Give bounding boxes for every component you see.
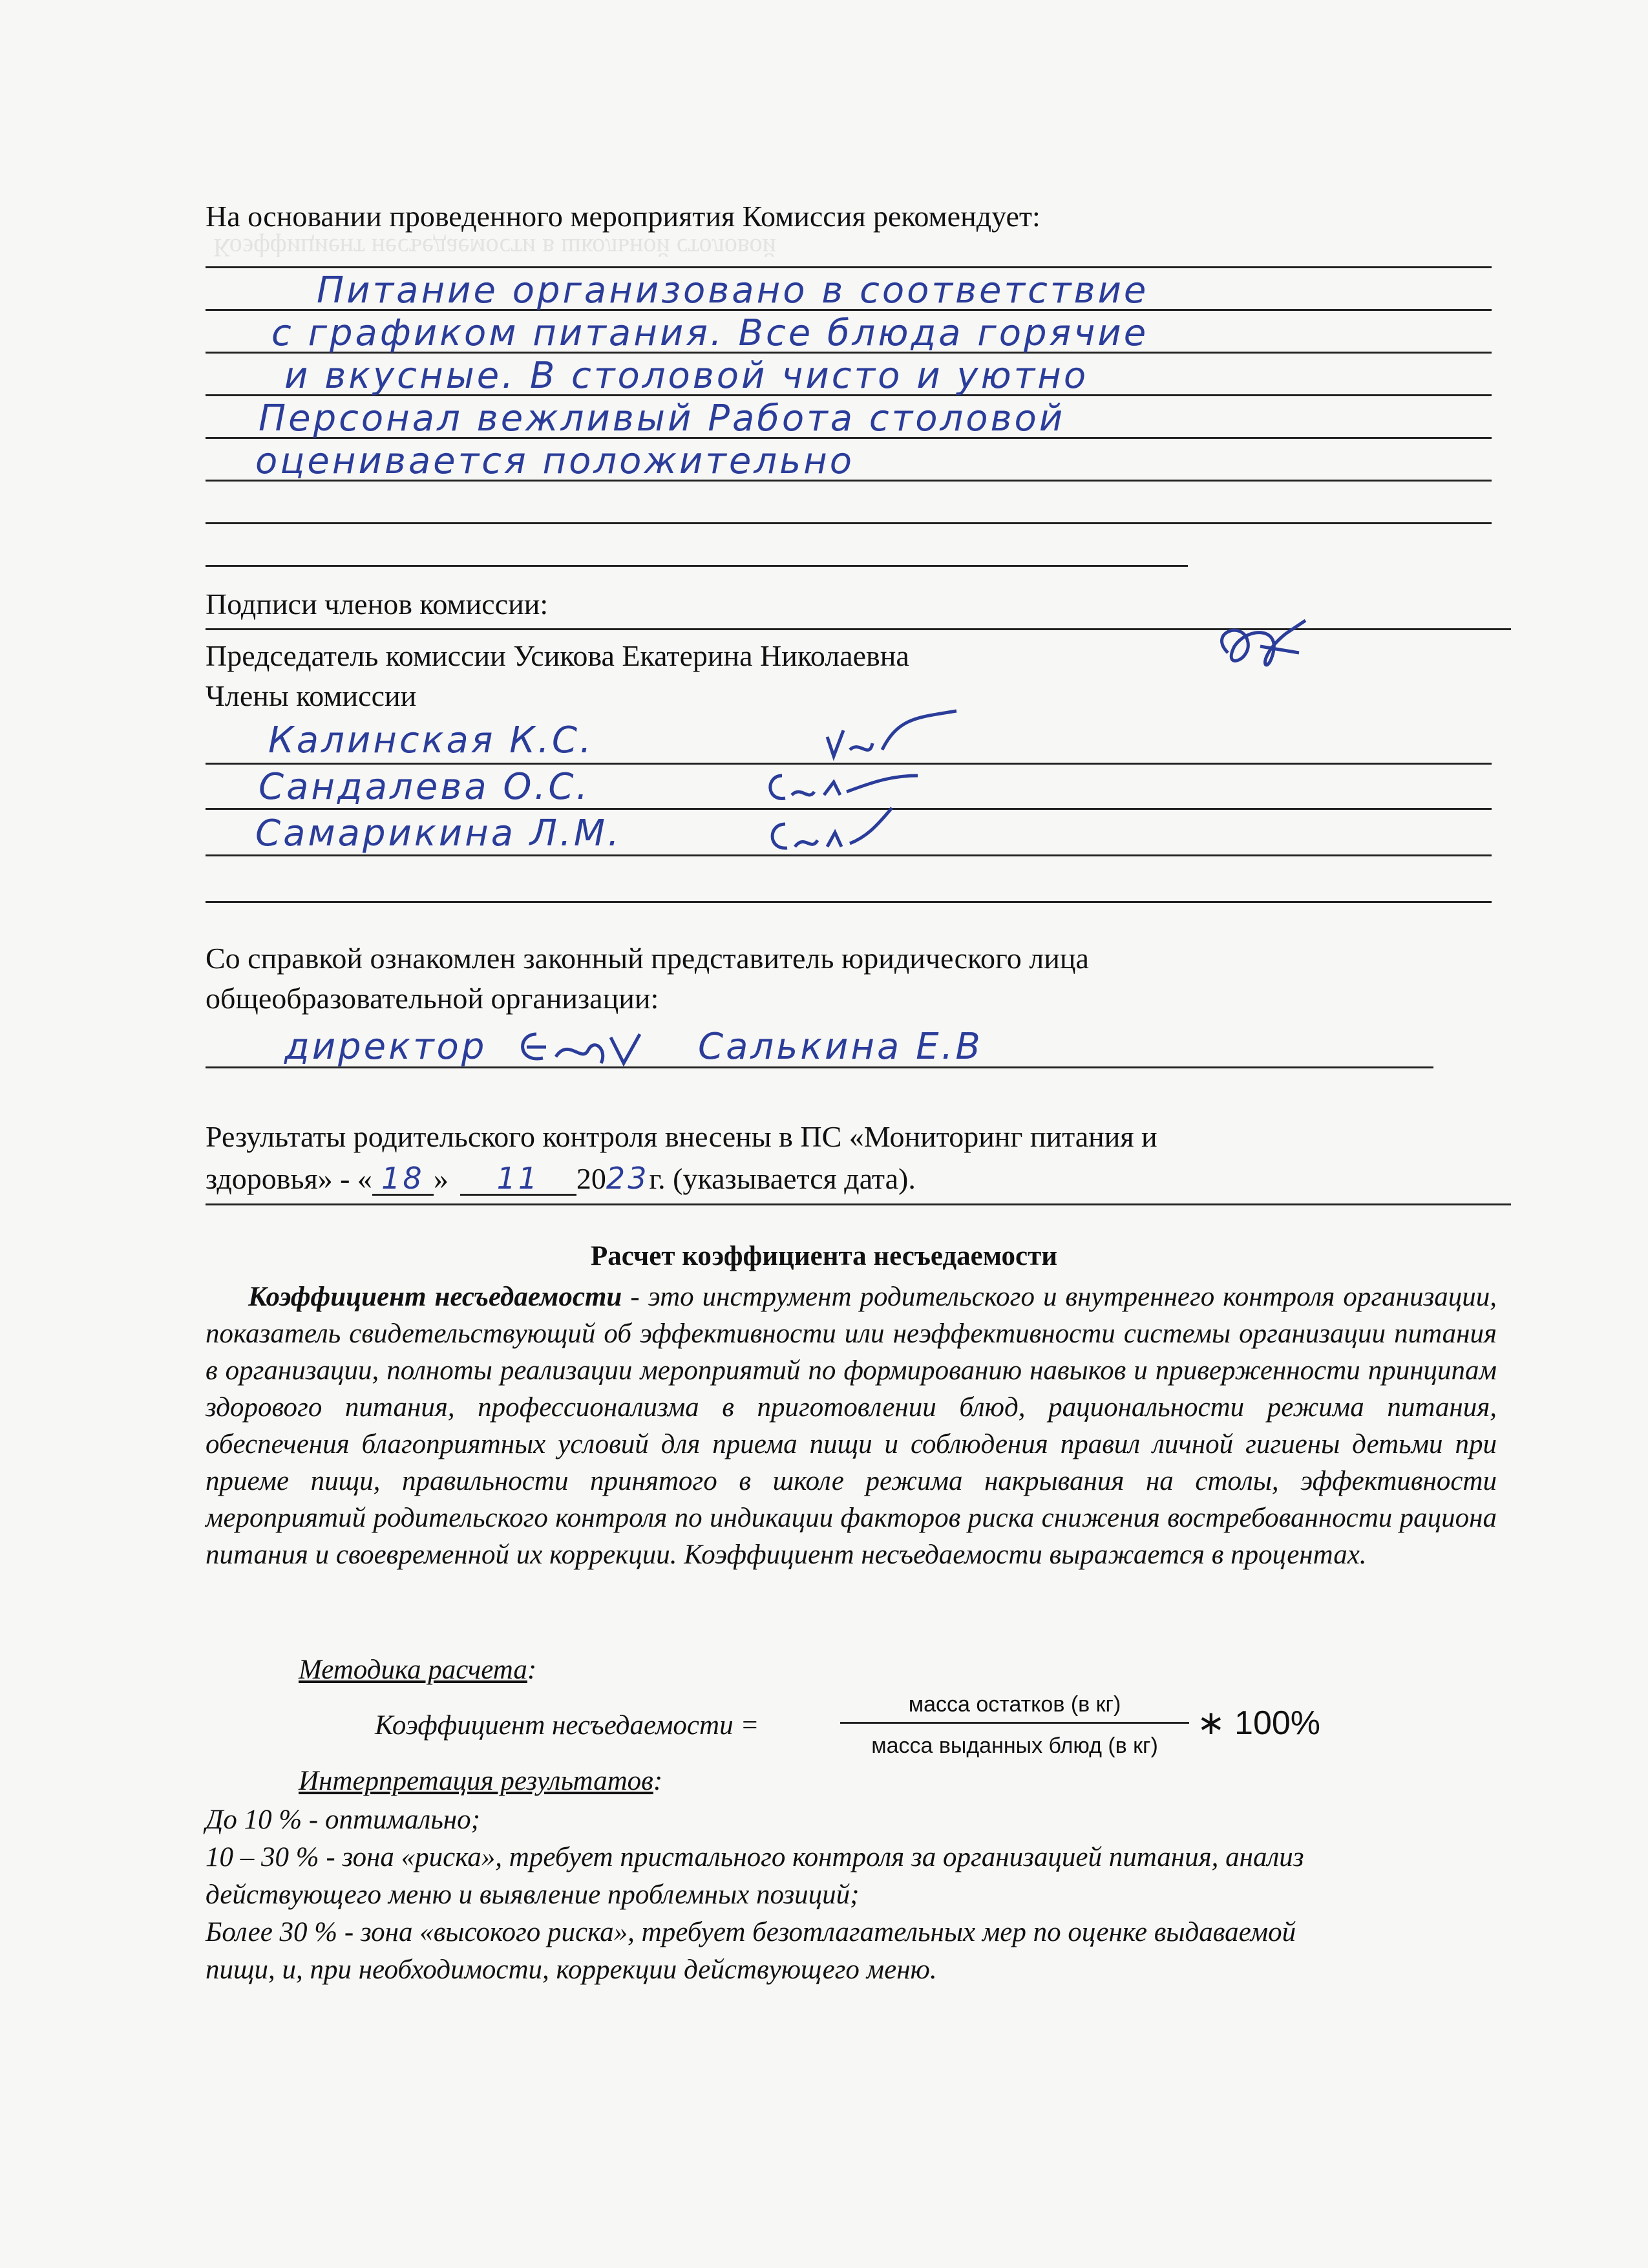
signatures-heading: Подписи членов комиссии: <box>206 588 549 620</box>
formula-multiplier: ∗ 100% <box>1197 1704 1321 1742</box>
formula-numerator: масса остатков (в кг) <box>908 1692 1121 1717</box>
chairman-signature <box>1202 608 1318 692</box>
handwritten-recommendation-line: и вкусные. В столовой чисто и уютно <box>284 355 1089 397</box>
method-colon: : <box>527 1655 537 1685</box>
calc-title: Расчет коэффициента несъедаемости <box>591 1241 1057 1271</box>
member-signature <box>763 756 924 808</box>
show-through-text: Коэффициент несъедаемости в школьной столовой <box>213 233 776 262</box>
handwritten-director-name: Салькина Е.В <box>698 1026 983 1068</box>
interp-item: 10 – 30 % - зона «риска», требует пристального контроля за организацией питания, анализ <box>206 1842 1304 1872</box>
rule-line <box>206 266 1492 268</box>
formula-denominator: масса выданных блюд (в кг) <box>871 1733 1158 1758</box>
rule-line <box>206 565 1188 567</box>
calc-lead-term: Коэффициент несъедаемости <box>248 1282 622 1312</box>
member-signature <box>821 705 963 763</box>
rule-line <box>206 522 1492 524</box>
interp-item: пищи, и, при необходимости, коррекции действующего меню. <box>206 1955 937 1985</box>
member-name: Калинская К.С. <box>268 719 594 761</box>
handwritten-recommendation-line: оценивается положительно <box>255 440 855 482</box>
members-label: Члены комиссии <box>206 679 417 712</box>
member-name: Сандалева О.С. <box>259 766 591 808</box>
date-day-field <box>372 1163 434 1196</box>
acquaintance-line-2: общеобразовательной организации: <box>206 982 659 1015</box>
rule-line <box>206 901 1492 903</box>
calc-body-text: - это инструмент родительского и внутреннего контроля организации, показатель свидетельствующий об эффективности или неэффективности системы организации питания в организации, полноты реализации мероприятий по формированию навыков и приверженности принципам здорового питания, профессионализма в приготовлении блюд, рациональности режима питания, обеспечения благоприятных условий для приема пищи и соблюдения правил личной гигиены детьми при приеме пищи, правильности принятого в школе режима накрывания на столы, эффективности мероприятий родительского контроля по индикации факторов риска снижения востребованности рациона питания и своевременной их коррекции. Коэффициент несъедаемости выражается в процентах. <box>206 1282 1497 1570</box>
date-day: 18 <box>381 1161 425 1196</box>
handwritten-recommendation-line: Персонал вежливый Работа столовой <box>259 397 1066 440</box>
results-suffix: г. (указывается дата). <box>649 1162 916 1195</box>
interp-item: действующего меню и выявление проблемных позиций; <box>206 1880 860 1910</box>
rule-line <box>206 1203 1511 1205</box>
acquaintance-line-1: Со справкой ознакомлен законный представитель юридического лица <box>206 942 1089 975</box>
handwritten-recommendation-line: Питание организовано в соответствие <box>317 270 1149 312</box>
results-line-2 <box>206 1163 916 1196</box>
formula-label: Коэффициент несъедаемости = <box>375 1710 759 1741</box>
interp-item: До 10 % - оптимально; <box>206 1805 480 1835</box>
method-line <box>299 1656 536 1684</box>
interp-line <box>299 1767 662 1795</box>
results-line-1: Результаты родительского контроля внесены в ПС «Мониторинг питания и <box>206 1120 1157 1153</box>
method-label: Методика расчета <box>299 1655 527 1685</box>
date-year-suffix: 23 <box>606 1161 650 1196</box>
handwritten-director-title: директор <box>284 1026 487 1068</box>
member-signature <box>763 801 918 860</box>
results-prefix: здоровья» - « <box>206 1162 372 1195</box>
date-month: 11 <box>496 1161 540 1196</box>
interp-label: Интерпретация результатов <box>299 1766 653 1796</box>
date-year-prefix: 20 <box>576 1162 606 1195</box>
member-name: Самарикина Л.М. <box>255 812 622 854</box>
handwritten-recommendation-line: с графиком питания. Все блюда горячие <box>271 312 1149 354</box>
interp-item: Более 30 % - зона «высокого риска», требует безотлагательных мер по оценке выдаваемой <box>206 1917 1296 1947</box>
results-quote-close: » <box>433 1162 449 1195</box>
calc-body-paragraph <box>206 1278 1497 1573</box>
date-month-field <box>460 1163 576 1196</box>
director-signature <box>511 1018 653 1073</box>
fraction-bar <box>840 1722 1189 1724</box>
recommendation-heading: На основании проведенного мероприятия Комиссия рекомендует: <box>206 200 1041 233</box>
interp-colon: : <box>653 1766 663 1796</box>
chairman-line: Председатель комиссии Усикова Екатерина Николаевна <box>206 639 909 672</box>
